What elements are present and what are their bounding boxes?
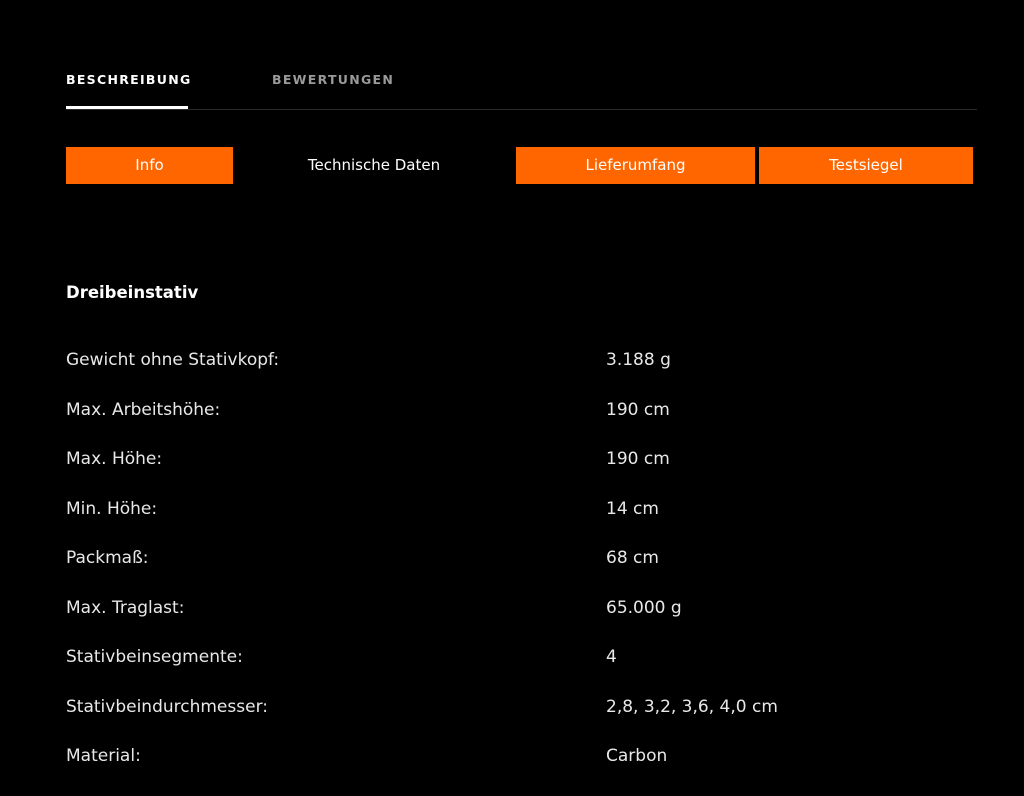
main-tabs bbox=[66, 0, 977, 110]
spec-row bbox=[66, 497, 976, 521]
spec-label: Stativbeindurchmesser: bbox=[66, 697, 268, 717]
spec-label: Gewicht ohne Stativkopf: bbox=[66, 350, 280, 370]
spec-value: 68 cm bbox=[606, 548, 659, 568]
spec-row bbox=[66, 546, 976, 570]
spec-value: 65.000 g bbox=[606, 598, 682, 618]
spec-row bbox=[66, 695, 976, 719]
subtab-lieferumfang-button[interactable]: Lieferumfang bbox=[516, 147, 755, 184]
spec-value: 190 cm bbox=[606, 449, 670, 469]
spec-row bbox=[66, 348, 976, 372]
tab-beschreibung[interactable]: BESCHREIBUNG bbox=[66, 72, 192, 87]
spec-label: Min. Höhe: bbox=[66, 499, 158, 519]
subtab-technische-daten-button[interactable]: Technische Daten bbox=[307, 156, 441, 174]
section-title: Dreibeinstativ bbox=[66, 283, 199, 302]
spec-value: 14 cm bbox=[606, 499, 659, 519]
spec-value: Carbon bbox=[606, 746, 668, 766]
tab-bewertungen[interactable]: BEWERTUNGEN bbox=[272, 72, 395, 87]
spec-value: 3.188 g bbox=[606, 350, 671, 370]
spec-label: Material: bbox=[66, 746, 141, 766]
spec-label: Packmaß: bbox=[66, 548, 149, 568]
spec-label: Max. Arbeitshöhe: bbox=[66, 400, 221, 420]
spec-row bbox=[66, 744, 976, 768]
spec-label: Stativbeinsegmente: bbox=[66, 647, 243, 667]
subtab-testsiegel-button[interactable]: Testsiegel bbox=[759, 147, 973, 184]
spec-row bbox=[66, 398, 976, 422]
subtab-info-button[interactable]: Info bbox=[66, 147, 233, 184]
spec-value: 4 bbox=[606, 647, 617, 667]
spec-row bbox=[66, 645, 976, 669]
spec-row bbox=[66, 447, 976, 471]
spec-value: 2,8, 3,2, 3,6, 4,0 cm bbox=[606, 697, 778, 717]
spec-row bbox=[66, 596, 976, 620]
active-tab-indicator bbox=[66, 106, 188, 109]
spec-value: 190 cm bbox=[606, 400, 670, 420]
spec-label: Max. Traglast: bbox=[66, 598, 185, 618]
spec-label: Max. Höhe: bbox=[66, 449, 163, 469]
